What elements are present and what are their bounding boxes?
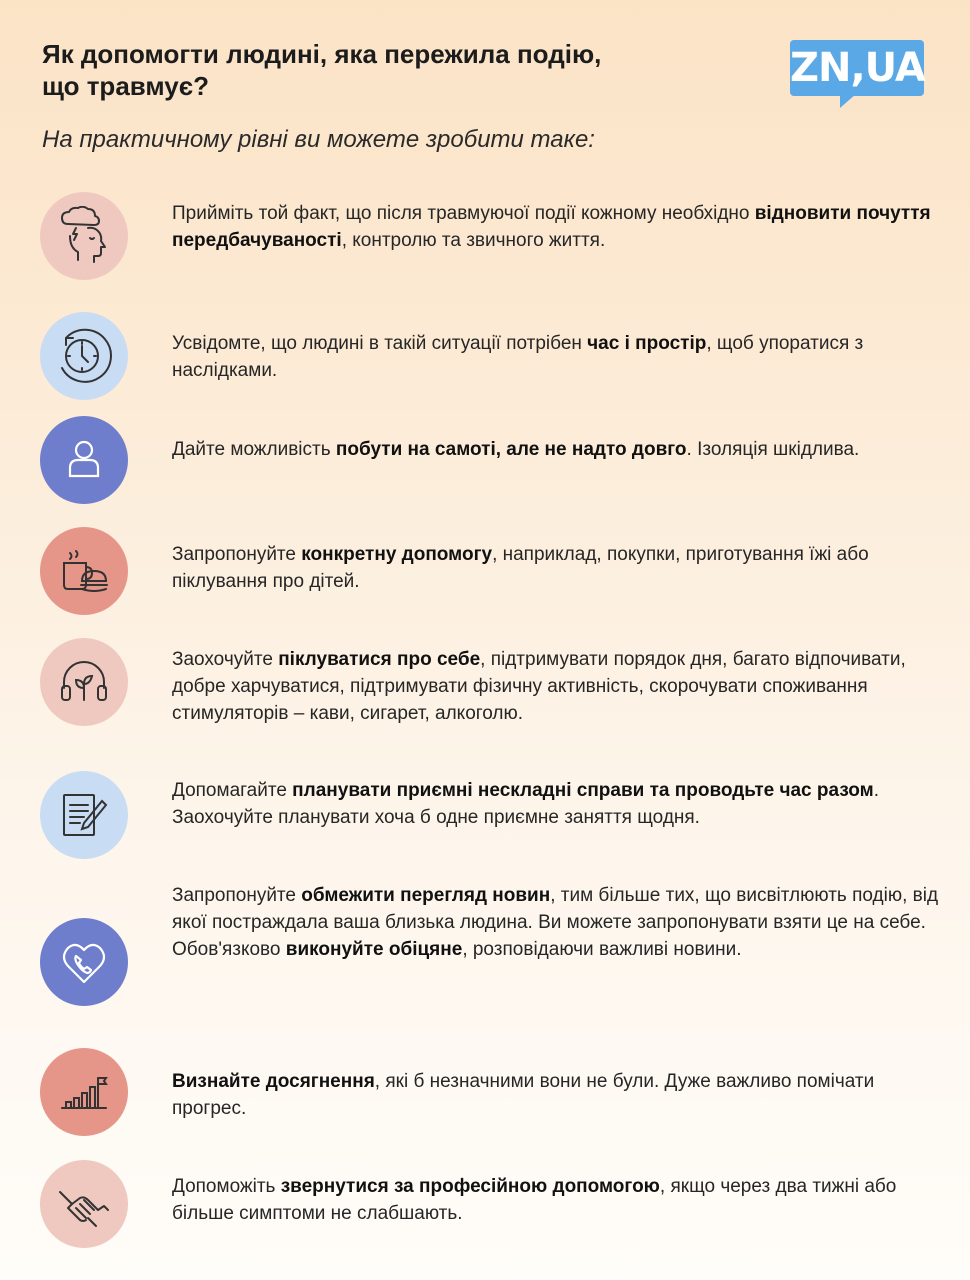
heart-phone-icon [40,918,128,1006]
head-storm-icon [40,192,128,280]
tip-text: Заохочуйте піклуватися про себе, підтримувати порядок дня, багато відпочивати, добре харчуватися, підтримувати фізичну активність, скорочувати споживання стимуляторів – кави, сигарет, алкоголю. [172,649,906,724]
title-line-1: Як допомогти людині, яка пережила подію, [42,39,602,69]
tip-text: Допомагайте планувати приємні нескладні справи та проводьте час разом. Заохочуйте планувати хоча б одне приємне заняття щодня. [172,780,879,828]
logo-speech-tail [840,94,856,108]
title-line-2: що травмує? [42,71,210,101]
tip-text: Прийміть той факт, що після травмуючої події кожному необхідно відновити почуття передбачуваності, контролю та звичного життя. [172,203,931,251]
notepad-pen-icon [40,771,128,859]
tip-text: Запропонуйте конкретну допомогу, наприклад, покупки, приготування їжі або піклування про дітей. [172,544,869,592]
progress-chart-icon [40,1048,128,1136]
tip-text: Запропонуйте обмежити перегляд новин, тим більше тих, що висвітлюють подію, від якої постраждала ваша близька людина. Ви можете запропонувати взяти це на себе. Обов'язково виконуйте обіцяне, розповідаючи важливі новини. [172,885,939,960]
tip-text: Дайте можливість побути на самоті, але не надто довго. Ізоляція шкідлива. [172,439,860,460]
zn-ua-logo[interactable]: ZN,UA [790,40,924,96]
page-subtitle: На практичному рівні ви можете зробити таке: [42,126,595,153]
clock-icon [40,312,128,400]
page-title [42,38,742,102]
person-icon [40,416,128,504]
tip-text: Усвідомте, що людині в такій ситуації потрібен час і простір, щоб упоратися з наслідками. [172,333,864,381]
handshake-icon [40,1160,128,1248]
food-icon [40,527,128,615]
headphones-plant-icon [40,638,128,726]
tip-text: Визнайте досягнення, які б незначними вони не були. Дуже важливо помічати прогрес. [172,1071,875,1119]
tip-text: Допоможіть звернутися за професійною допомогою, якщо через два тижні або більше симптоми не слабшають. [172,1176,897,1224]
